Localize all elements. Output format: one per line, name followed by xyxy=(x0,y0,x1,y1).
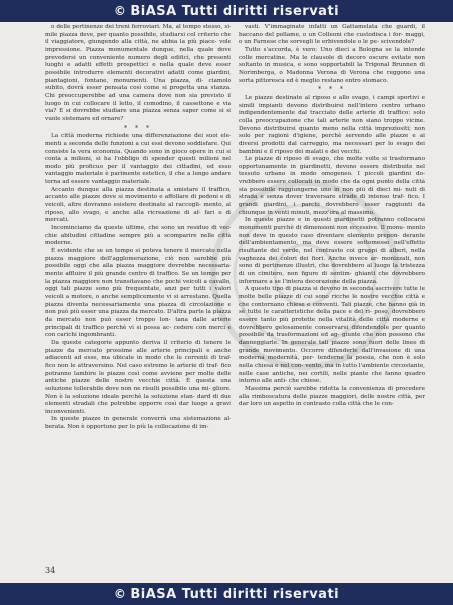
paragraph: Incominciamo da queste ultime, che sono un residuo di vec- chie abitudini cittadine sempre più a scomparire nelle città moderne. xyxy=(45,225,231,247)
paragraph: o delle pertinenze dei treni ferroviari. Ma, al tempo stesso, si- mile piazza deve, per quanto possibile, studiarsi col criterio che il viaggiatore, giungendo alla città, ne abbia la più piace- vole impressione. Piazza monumentale dunque, nella quale dove prevedersi un conveniente numero degli edifici, che presenti luoghi e adatti effetti prospettici e nella quale deve esser possibile introdurre elementi decorativi adatti come giardini, piantagioni, fontane, monumenti. Una piazza, di- ciamolo subito, dovrà esser pensata così come si progetta una stanza. Chi preoccuperebbe ad una camera dove non sia previsto il luogo in cui collocare il letto, il comodino, il cassettone e via via? E si dovrebbe studiare una piazza senza saper come si si vuole sistemare ed ornare? xyxy=(45,24,231,122)
copyright-symbol: © xyxy=(113,4,127,18)
section-separator: * * * xyxy=(318,86,346,94)
paragraph: Le piazze destinate al riposo e allo svago, i campi sportivi e simili impianti devono distribuirsi nell'intero centro urbano indipendentemente dal tracciato delle arterie di traffico: solo colla preoccupazione che tali arterie non siano troppo vicine. Devono distribuirsi quanto meno nella città impreziositi; non solo per ragioni d'igiene, perchè servendo alle piazze e ai diversi prodotti dal carreggio, ma necessari per lo svago dei bambini e il riposo dei malati e dei vecchi. xyxy=(239,94,425,155)
paragraph: Tutto s'accorda, è vero: Uno dieci a Bologna se la intende colle mercatine. Ma le clausole di decoro oscure evitate non soltanto in musica, e sono sopportabili la Trigonal Brunnen di Norimberga, o Madonna Verona di Verona che reggono una sorta pittoresca ed è meglio restano entro stomaco. xyxy=(239,46,425,84)
copyright-banner-text: BiASA Tutti diritti riservati xyxy=(130,3,340,19)
page-number: 34 xyxy=(45,566,56,575)
paragraph: Massima perciò sarebbe ridotta la convenienza di procedere alla rimboscatura delle piazze maggiori, delle nostre città, per dar loro un aspetto in contrasto colla città che le con- xyxy=(239,385,425,408)
copyright-banner-top xyxy=(0,0,453,22)
paragraph: Le piazze di riposo di svago, che molte volte si trasformano opportunamente in giardinetti, devono essere distribuite nel tessuto urbano in modo omogeneo. I piccoli giardini do- vrebbero essere collocati in modo che da ogni punto della città sia possibile raggiungerne uno in non più di dieci mi- nuti di strada e senza dover traversare strade di intenso traf- fico. I grandi giardini, i parchi dovrebbero esser raggiunti da chiunque in venti minuti, mezz'ora al massimo. xyxy=(239,156,425,216)
paragraph: La città moderna richiede una differenziazione dei suoi ele- menti a seconda delle funzioni a cui essi devono soddisfare. Qui consiste la vera economia. Quando sono in gioco opere in cui si conta a milioni, si ha l'obbligo di spender questi milioni nel modo più proficuo per il vantaggio dei cittadini, ed esso vantaggio materiale è parimente estetico, il che a lungo andare torna ad essere vantaggio materiale. xyxy=(45,133,231,186)
paragraph: In queste piazze in generale converrà una sistemazione al- berata. Non è opportuno per lo più la collocazione di im- xyxy=(45,416,231,431)
copyright-symbol: © xyxy=(113,587,127,601)
paragraph: vasti. V'immaginate infatti un Gattamelata che guardi, il baccano del pollame, o un Colleoni che custodisca i for- maggi, o un Farnese che sorvegli le erbivendole o le pe- scivendole? xyxy=(239,24,425,46)
section-separator: * * * xyxy=(124,124,152,132)
paragraph: Da queste categorie appunto deriva il criterio di tenere le piazze da mercato prossime alle arterie principali e anche adiacenti ad esse, ma ubicate in modo che le correnti di traf- fico non le attraversino. Nel caso estremo le arterie di traf- fico potranno lambire le piazze così come avviene per molte delle antiche piazze delle nostre vecchie città. È questa una soluzione tollerabile dove non ne risulti possibile una mi- gliore. Non è la soluzione ideale perchè la soluzione stan- dard di due elementi stradali che potrebbe opporre così dar luogo a gravi inconvenienti. xyxy=(45,339,231,415)
right-column xyxy=(239,24,425,572)
copyright-banner-text: BiASA Tutti diritti riservati xyxy=(130,586,340,602)
text-columns xyxy=(45,24,425,572)
left-column xyxy=(45,24,231,572)
paragraph: È evidente che se un tempo si poteva tenere il mercato nella piazza maggiore dell'agglomerazione, ciò non sarebbe più possibile oggi che alla piazza maggiore dovrebbe necessaria- mente affluire il più grande centro di traffico. Se un tempo per la piazza maggiore non transitavano che pochi veicoli a cavallo, oggi tali piazze sono più frequentate, anzi per tutti i valori veicoli a motore, o anche semplicemente vi si arrestano. Quella piazza diventa necessariamente una piazza di circolazione e non può più esser una piazza da mercato. D'altra parte la piazza da mercato non può esser troppo lon- tana dalle arterie principali di traffico perchè vi si possa ac- cedere con merci e con carichi ingombranti. xyxy=(45,248,231,339)
paragraph: In queste piazze e in questi giardinetti potranno collocarsi monumenti purchè di dimensioni non eccessive. Il monu- mento non deve in questo caso diventare elemento prepon- derante dell'ambientamento, ma deve essere sottomesso nell'effetto risultante del verde, nel contrasto coi gruppi di alberi, nella vaghezza dei colori dei fiori. Anche invece ar- monizzati, non sono di pertinenze illustri, che dovrebbero al luogo la tristezza di un cimitero, non figure di sentim- ghianti che dovrebbero informare a se l'intera decorazione della piazza. xyxy=(239,217,425,285)
paragraph: Accanto dunque alla piazza destinata a smistare il traffico, accanto alle piazze dove si movimento e affollare di pedoni e di veicoli, altre dovranno esistere destinate al raccogli- mento, al riposo, allo svago, e anche alla ricreazione di af- fari e di mercati. xyxy=(45,186,231,224)
copyright-banner-bottom xyxy=(0,583,453,605)
paragraph: A questo tipo di piazza si devono in seconda ascrivere tutte le molte belle piazze di cui sono ricche le nostre vecchie città e che contornano chiese e conventi. Tali piazze, che hanno già in sè tutte le caratteristiche della pace e del ri- poso, dovrebbero essere tanto più protette nella vitalità delle città moderne e dovrebbero gelosamente conservarsi difendendole per quanto possibile da trasformazioni ed ag- giunte che non possono che danneggiarle. In generale tali piazze sono fuori delle linee di grande movimento. Occorre difenderle dall'invasione di una moderna modernità, per- tenderne la poesia, che non è solo nella chiesa e nel con- vento, ma in tutto l'ambiente circostante, nelle case antiche, nei cortili, nelle piante che fanno quadro intorno alle anti- che chiese. xyxy=(239,286,425,385)
